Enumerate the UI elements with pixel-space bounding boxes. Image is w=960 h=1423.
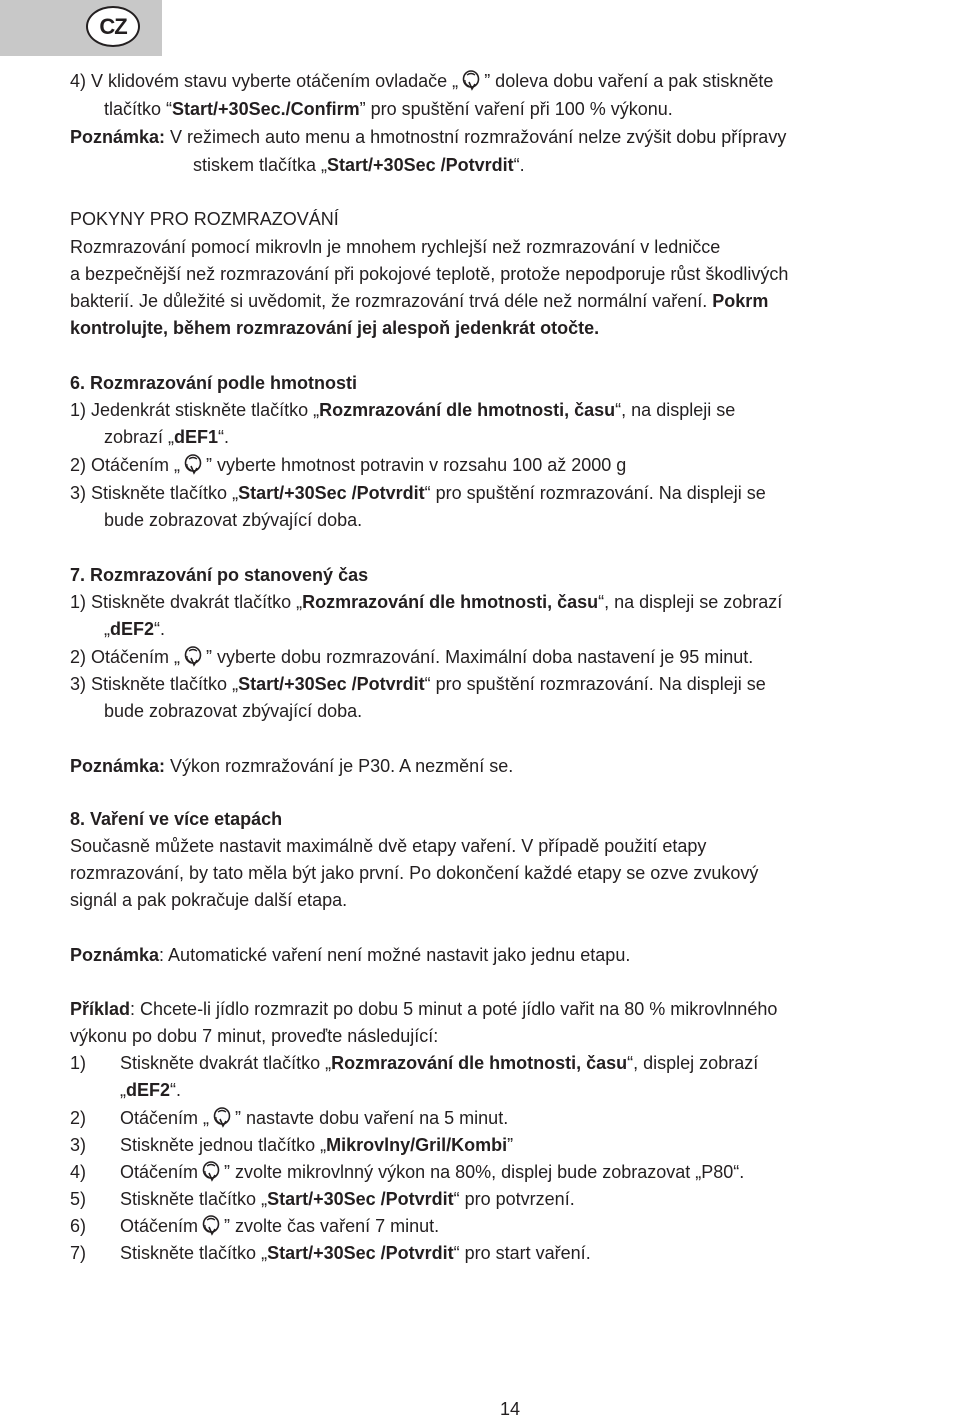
defrost-button-label: Rozmrazování dle hmotnosti, času [331, 1053, 628, 1073]
text: “. [218, 427, 230, 447]
step4-line2 [104, 96, 673, 123]
s7-step1 [70, 589, 782, 616]
text: 3) Stiskněte tlačítko „ [70, 483, 239, 503]
note-auto [70, 942, 630, 969]
text: ” zvolte mikrovlnný výkon na 80%, displej bude zobrazovat „P80“. [224, 1162, 745, 1182]
text: 2) Otáčením „ [70, 647, 181, 667]
paragraph-line: a bezpečnější než rozmrazování při pokojové teplotě, protože nepodporuje růst škodlivých [70, 264, 789, 284]
bold-text: Pokrm [712, 291, 769, 311]
text: ” doleva dobu vaření a pak stiskněte [484, 71, 774, 91]
section-heading-8 [70, 806, 282, 833]
paragraph-line: rozmrazování, by tato měla být jako první. Po dokončení každé etapy se ozve zvukový [70, 863, 759, 883]
text: 2) Otáčením „ [70, 455, 181, 475]
text: „ [104, 619, 110, 639]
start-label: Start/+30Sec /Potvrdit [238, 483, 425, 503]
language-tab [0, 0, 162, 56]
text: “ pro spuštění rozmrazování. Na displeji se [424, 674, 766, 694]
knob-dial-icon [212, 1106, 232, 1128]
paragraph-line: signál a pak pokračuje další etapa. [70, 890, 348, 910]
step-number: 4) [70, 1162, 87, 1182]
text: tlačítko “ [104, 99, 173, 119]
knob-dial-icon [201, 1214, 221, 1236]
example-step5 [70, 1186, 575, 1213]
text: : Chcete-li jídlo rozmrazit po dobu 5 minut a poté jídlo vařit na 80 % mikrovlnného [130, 999, 778, 1019]
s7-step2 [70, 644, 753, 671]
knob-dial-icon [183, 645, 203, 667]
note-power [70, 753, 513, 780]
text: zobrazí „ [104, 427, 175, 447]
start-label: Start/+30Sec /Potvrdit [238, 674, 425, 694]
text: “ pro start vaření. [453, 1243, 591, 1263]
text: “. [170, 1080, 182, 1100]
text: “, displej zobrazí [627, 1053, 759, 1073]
paragraph-line: Rozmrazování pomocí mikrovln je mnohem rychlejší než rozmrazování v ledničce [70, 237, 721, 257]
text: stiskem tlačítka „ [193, 155, 328, 175]
text: Otáčením [120, 1216, 199, 1236]
knob-dial-icon [201, 1160, 221, 1182]
page-number: 14 [500, 1399, 521, 1419]
note-line1 [70, 124, 786, 151]
bold-text: kontrolujte, během rozmrazování jej alespoň jedenkrát otočte. [70, 318, 600, 338]
display-code: dEF2 [126, 1080, 171, 1100]
s6-step3 [70, 480, 766, 507]
text: Stiskněte tlačítko „ [120, 1243, 268, 1263]
text: “, na displeji se zobrazí [598, 592, 783, 612]
text: Stiskněte jednou tlačítko „ [120, 1135, 327, 1155]
section-heading-7 [70, 562, 368, 589]
example-line2: výkonu po dobu 7 minut, proveďte následující: [70, 1026, 439, 1046]
start-label: Start/+30Sec /Potvrdit [327, 155, 514, 175]
step-number: 7) [70, 1243, 87, 1263]
start-label: Start/+30Sec /Potvrdit [267, 1189, 454, 1209]
step-number: 3) [70, 1135, 87, 1155]
section-heading-6 [70, 370, 357, 397]
example-step1-cont [120, 1077, 181, 1104]
note-label: Poznámka [70, 945, 160, 965]
text: ” vyberte hmotnost potravin v rozsahu 100 až 2000 g [206, 455, 627, 475]
heading: 7. Rozmrazování po stanovený čas [70, 565, 369, 585]
defrost-button-label: Rozmrazování dle hmotnosti, času [302, 592, 599, 612]
step-number: 1) [70, 1053, 87, 1073]
example-step1 [70, 1050, 758, 1077]
display-code: dEF2 [110, 619, 155, 639]
paragraph-line [70, 288, 768, 315]
step-number: 6) [70, 1216, 87, 1236]
text: 1) Stiskněte dvakrát tlačítko „ [70, 592, 303, 612]
heading: 6. Rozmrazování podle hmotnosti [70, 373, 358, 393]
step4-line1 [70, 68, 773, 95]
text: Výkon rozmražování je P30. A nezmění se. [165, 756, 514, 776]
mode-button-label: Mikrovlny/Gril/Kombi [326, 1135, 508, 1155]
text: “. [154, 619, 166, 639]
text: bakterií. Je důležité si uvědomit, že rozmrazování trvá déle než normální vaření. [70, 291, 713, 311]
example-step2 [70, 1105, 508, 1132]
s6-step1 [70, 397, 735, 424]
knob-dial-icon [461, 69, 481, 91]
text: V režimech auto menu a hmotnostní rozmražování nelze zvýšit dobu přípravy [165, 127, 787, 147]
s7-step3-cont: bude zobrazovat zbývající doba. [104, 701, 363, 721]
defrost-button-label: Rozmrazování dle hmotnosti, času [319, 400, 616, 420]
text: “ pro potvrzení. [453, 1189, 575, 1209]
section-heading-defrost: POKYNY PRO ROZMRAZOVÁNÍ [70, 209, 339, 229]
note-label: Poznámka: [70, 127, 166, 147]
paragraph-line-bold [70, 315, 599, 342]
heading: 8. Vaření ve více etapách [70, 809, 283, 829]
text: Stiskněte tlačítko „ [120, 1189, 268, 1209]
note-label: Poznámka: [70, 756, 166, 776]
text: ” pro spuštění vaření při 100 % výkonu. [359, 99, 673, 119]
text: ” vyberte dobu rozmrazování. Maximální doba nastavení je 95 minut. [206, 647, 754, 667]
text: ” [507, 1135, 514, 1155]
start-label: Start/+30Sec /Potvrdit [267, 1243, 454, 1263]
text: ” zvolte čas vaření 7 minut. [224, 1216, 440, 1236]
paragraph-line: Současně můžete nastavit maximálně dvě etapy vaření. V případě použití etapy [70, 836, 707, 856]
s7-step1-cont [104, 616, 165, 643]
text: „ [120, 1080, 126, 1100]
start-confirm-label: Start/+30Sec./Confirm [172, 99, 360, 119]
text: ” nastavte dobu vaření na 5 minut. [235, 1108, 509, 1128]
step-number: 5) [70, 1189, 87, 1209]
text: 1) Jedenkrát stiskněte tlačítko „ [70, 400, 320, 420]
example-label: Příklad [70, 999, 131, 1019]
text: 4) V klidovém stavu vyberte otáčením ovladače „ [70, 71, 459, 91]
example-step7 [70, 1240, 591, 1267]
text: : Automatické vaření není možné nastavit jako jednu etapu. [159, 945, 631, 965]
example-step3 [70, 1132, 513, 1159]
text: “, na displeji se [615, 400, 736, 420]
step-number: 2) [70, 1108, 87, 1128]
s6-step2 [70, 452, 626, 479]
note-line2 [193, 152, 525, 179]
text: Otáčením „ [120, 1108, 210, 1128]
text: Stiskněte dvakrát tlačítko „ [120, 1053, 332, 1073]
text: “ pro spuštění rozmrazování. Na displeji se [424, 483, 766, 503]
s6-step3-cont: bude zobrazovat zbývající doba. [104, 510, 363, 530]
example-step4 [70, 1159, 744, 1186]
text: “. [513, 155, 525, 175]
s7-step3 [70, 671, 766, 698]
example-line1 [70, 996, 777, 1023]
text: Otáčením [120, 1162, 199, 1182]
language-badge: CZ [86, 6, 140, 47]
example-step6 [70, 1213, 439, 1240]
s6-step1-cont [104, 424, 229, 451]
text: 3) Stiskněte tlačítko „ [70, 674, 239, 694]
knob-dial-icon [183, 453, 203, 475]
display-code: dEF1 [174, 427, 219, 447]
